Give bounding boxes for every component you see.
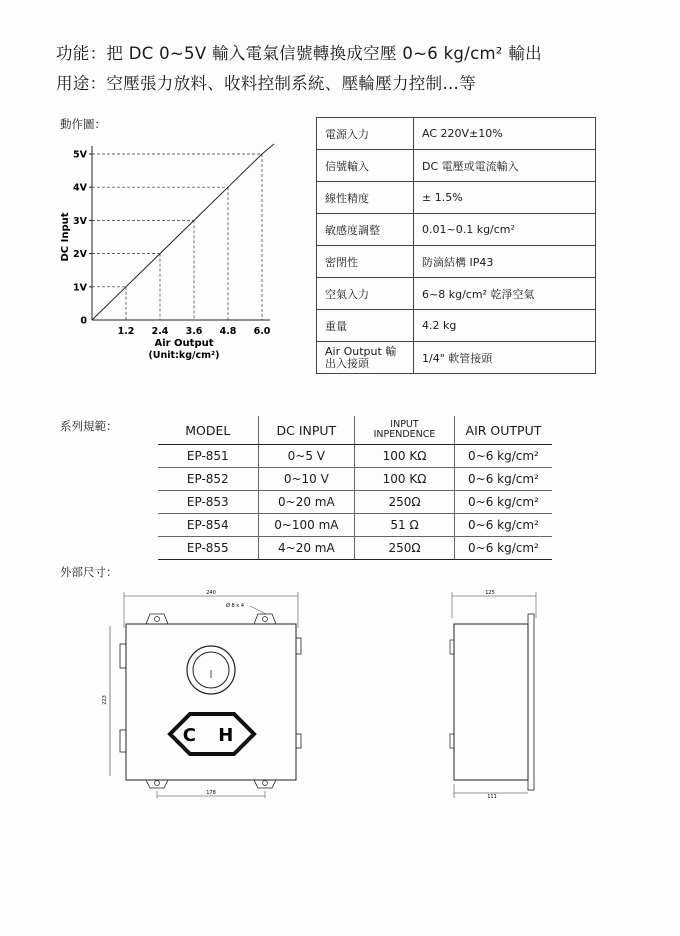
spec-row	[317, 246, 596, 278]
front-view-drawing	[100, 588, 320, 798]
x-tick-label: 1.2	[117, 326, 135, 337]
air-output-cell: 0~6 kg/cm²	[454, 537, 552, 560]
spec-value: 防滴結構 IP43	[414, 246, 596, 278]
spec-row	[317, 182, 596, 214]
x-tick-label: 6.0	[253, 326, 271, 337]
spec-value: 0.01~0.1 kg/cm²	[414, 214, 596, 246]
side-view-drawing	[440, 588, 550, 798]
spec-key: 線性精度	[317, 182, 414, 214]
spec-value: 6~8 kg/cm² 乾淨空氣	[414, 278, 596, 310]
air-output-cell: 0~6 kg/cm²	[454, 514, 552, 537]
impedance-cell: 250Ω	[355, 491, 455, 514]
x-tick-label: 4.8	[219, 326, 237, 337]
dim-bottom: 178	[206, 790, 216, 796]
col-dc-input: DC INPUT	[258, 416, 355, 445]
y-tick-label: 1V	[73, 282, 87, 294]
table-row	[158, 491, 552, 514]
col-impedance: INPUT INPENDENCE	[355, 416, 455, 445]
hole-note: Ø 8 x 4	[226, 603, 245, 609]
spec-row	[317, 310, 596, 342]
spec-key: 密閉性	[317, 246, 414, 278]
dc-input-cell: 0~100 mA	[258, 514, 355, 537]
air-output-cell: 0~6 kg/cm²	[454, 445, 552, 468]
dim-height: 223	[102, 695, 108, 705]
impedance-cell: 250Ω	[355, 537, 455, 560]
table-row	[158, 468, 552, 491]
dim-side-top: 125	[485, 590, 495, 596]
y-tick-label: 5V	[73, 149, 87, 161]
series-table	[158, 416, 552, 560]
dim-width: 240	[206, 590, 216, 596]
usage-line: 用途：空壓張力放料、收料控制系統、壓輪壓力控制…等	[56, 74, 476, 93]
y-tick-label: 0	[80, 315, 87, 327]
col-model: MODEL	[158, 416, 258, 445]
spec-key: Air Output 輸出入接頭	[317, 342, 414, 374]
spec-value: AC 220V±10%	[414, 118, 596, 150]
action-chart	[56, 138, 296, 370]
spec-row	[317, 150, 596, 182]
y-axis-label: DC Input	[60, 212, 71, 262]
chart-label: 動作圖：	[60, 117, 106, 131]
spec-key: 敏感度調整	[317, 214, 414, 246]
dc-input-cell: 4~20 mA	[258, 537, 355, 560]
spec-row	[317, 214, 596, 246]
x-axis-unit: (Unit:kg/cm²)	[148, 350, 220, 361]
table-row	[158, 514, 552, 537]
series-line	[92, 144, 274, 320]
dc-input-cell: 0~5 V	[258, 445, 355, 468]
series-label: 系列規範：	[60, 419, 118, 433]
dim-side-bottom: 111	[487, 794, 497, 798]
table-row	[158, 445, 552, 468]
spec-key: 信號輸入	[317, 150, 414, 182]
spec-value: DC 電壓或電流輸入	[414, 150, 596, 182]
model-cell: EP-852	[158, 468, 258, 491]
impedance-cell: 100 KΩ	[355, 468, 455, 491]
air-output-cell: 0~6 kg/cm²	[454, 491, 552, 514]
spec-value: ± 1.5%	[414, 182, 596, 214]
spec-row	[317, 342, 596, 374]
col-air-output: AIR OUTPUT	[454, 416, 552, 445]
x-axis-label: Air Output	[154, 338, 214, 349]
spec-key: 電源入力	[317, 118, 414, 150]
dc-input-cell: 0~20 mA	[258, 491, 355, 514]
model-cell: EP-854	[158, 514, 258, 537]
spec-row	[317, 118, 596, 150]
spec-value: 1/4" 軟管接頭	[414, 342, 596, 374]
spec-row	[317, 278, 596, 310]
air-output-cell: 0~6 kg/cm²	[454, 468, 552, 491]
model-cell: EP-855	[158, 537, 258, 560]
table-row	[158, 537, 552, 560]
function-line: 功能：把 DC 0~5V 輸入電氣信號轉換成空壓 0~6 kg/cm² 輸出	[56, 44, 542, 63]
spec-table	[316, 117, 596, 374]
spec-key: 空氣入力	[317, 278, 414, 310]
x-tick-label: 2.4	[151, 326, 169, 337]
y-tick-label: 4V	[73, 182, 87, 194]
x-tick-label: 3.6	[185, 326, 203, 337]
y-tick-label: 2V	[73, 249, 87, 261]
dc-input-cell: 0~10 V	[258, 468, 355, 491]
logo-text: C H	[182, 725, 242, 746]
impedance-cell: 100 KΩ	[355, 445, 455, 468]
model-cell: EP-853	[158, 491, 258, 514]
impedance-cell: 51 Ω	[355, 514, 455, 537]
model-cell: EP-851	[158, 445, 258, 468]
ch-logo-icon	[170, 714, 254, 754]
y-tick-label: 3V	[73, 215, 87, 227]
spec-key: 重量	[317, 310, 414, 342]
dims-label: 外部尺寸：	[60, 565, 118, 579]
spec-value: 4.2 kg	[414, 310, 596, 342]
